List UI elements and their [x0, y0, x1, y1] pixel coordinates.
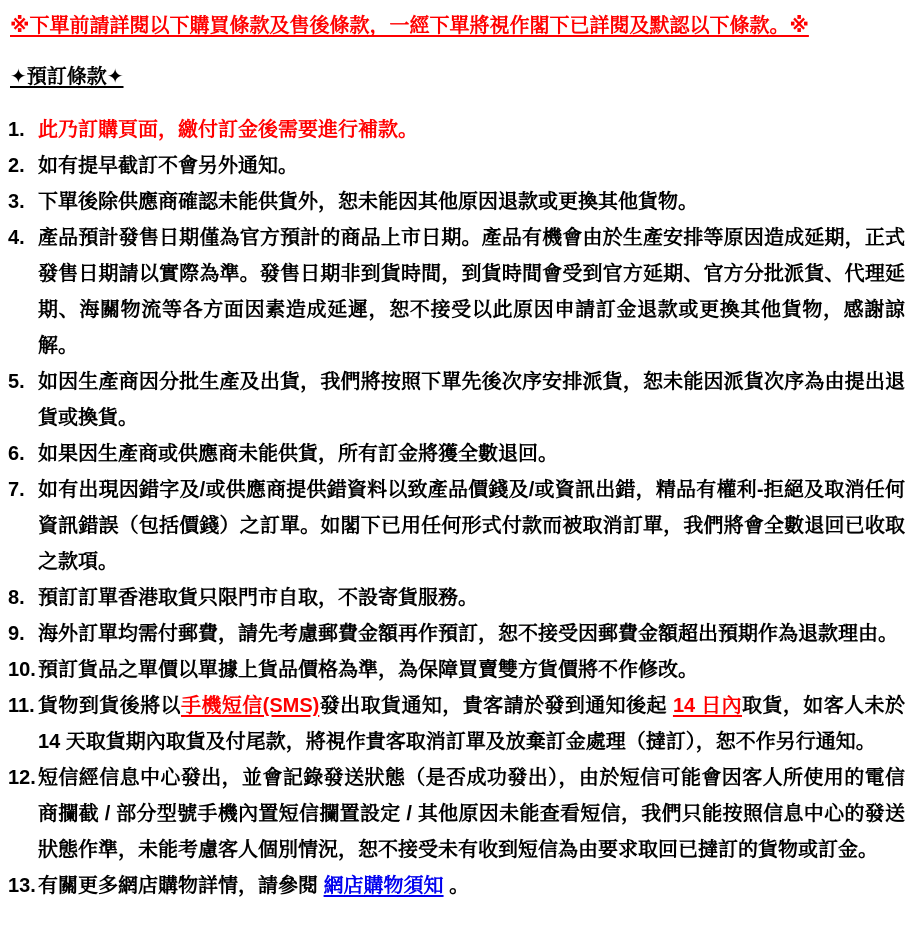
term-item	[8, 688, 905, 760]
term-number: 13.	[8, 875, 36, 897]
term-number: 7.	[8, 479, 25, 501]
term-item	[8, 580, 905, 616]
term-text	[38, 659, 698, 681]
term-number: 1.	[8, 119, 25, 141]
term-text-segment: 如有出現因錯字及/或供應商提供錯資料以致產品價錢及/或資訊出錯，精品有權利-拒絕及取消任何資訊錯誤（包括價錢）之訂單。如閣下已用任何形式付款而被取消訂單，我們將會全數退回已收取之款項。	[38, 479, 905, 573]
term-item	[8, 184, 905, 220]
term-text	[38, 695, 905, 753]
term-text	[38, 371, 905, 429]
term-item	[8, 364, 905, 436]
term-text-segment: 下單後除供應商確認未能供貨外，恕未能因其他原因退款或更換其他貨物。	[38, 191, 698, 213]
term-item	[8, 652, 905, 688]
term-item	[8, 472, 905, 580]
term-number: 3.	[8, 191, 25, 213]
term-item	[8, 112, 905, 148]
term-text-segment: 發出取貨通知，貴客請於發到通知後起	[319, 695, 673, 717]
term-text-segment: 短信經信息中心發出，並會記錄發送狀態（是否成功發出），由於短信可能會因客人所使用的電信商攔截 / 部分型號手機內置短信攔置設定 / 其他原因未能查看短信，我們只能按照信息中心的發送狀態作準，未能考慮客人個別情況，恕不接受未有收到短信為由要求取回已撻訂的貨物或訂金。	[38, 767, 905, 861]
purchase-notice-banner: ※下單前請詳閱以下購買條款及售後條款，一經下單將視作閣下已詳閱及默認以下條款。※	[10, 15, 809, 37]
term-text-segment: 如果因生產商或供應商未能供貨，所有訂金將獲全數退回。	[38, 443, 558, 465]
term-text	[38, 119, 418, 141]
term-text-segment: 產品預計發售日期僅為官方預計的商品上市日期。產品有機會由於生產安排等原因造成延期，正式發售日期請以實際為準。發售日期非到貨時間，到貨時間會受到官方延期、官方分批派貨、代理延期、海關物流等各方面因素造成延遲，恕不接受以此原因申請訂金退款或更換其他貨物，感謝諒解。	[38, 227, 905, 357]
term-number: 11.	[8, 695, 35, 717]
term-text-segment: 貨物到貨後將以	[38, 695, 181, 717]
term-text-segment: 如有提早截訂不會另外通知。	[38, 155, 298, 177]
term-text-segment: 取貨，如客人未於 14 天取貨期內取貨及付尾款，將視作貴客取消訂單及放棄訂金處理（撻訂），恕不作另行通知。	[38, 695, 905, 753]
term-text-highlight: 手機短信(SMS)	[180, 695, 320, 717]
term-text	[38, 587, 478, 609]
terms-list	[8, 112, 905, 904]
term-text-segment: 預訂訂單香港取貨只限門市自取，不設寄貨服務。	[38, 587, 478, 609]
preorder-terms-heading: ✦預訂條款✦	[10, 66, 124, 88]
shop-guide-link[interactable]: 網店購物須知	[323, 875, 444, 897]
term-text	[38, 227, 905, 357]
term-text-segment: 海外訂單均需付郵費，請先考慮郵費金額再作預訂，恕不接受因郵費金額超出預期作為退款理由。	[38, 623, 898, 645]
term-text-segment: 有關更多網店購物詳情，請參閱	[38, 875, 324, 897]
term-item	[8, 220, 905, 364]
term-item	[8, 148, 905, 184]
term-text	[38, 875, 469, 897]
term-text-highlight: 14 日內	[672, 695, 743, 717]
term-text-segment: 如因生產商因分批生產及出貨，我們將按照下單先後次序安排派貨，恕未能因派貨次序為由提出退貨或換貨。	[38, 371, 905, 429]
term-text	[38, 623, 898, 645]
term-number: 6.	[8, 443, 25, 465]
term-text-segment: 。	[443, 875, 470, 897]
term-number: 4.	[8, 227, 25, 249]
term-item	[8, 436, 905, 472]
term-text	[38, 767, 905, 861]
term-text-segment: 預訂貨品之單價以單據上貨品價格為準，為保障買賣雙方貨價將不作修改。	[38, 659, 698, 681]
term-number: 12.	[8, 767, 36, 789]
term-number: 10.	[8, 659, 36, 681]
term-number: 2.	[8, 155, 25, 177]
term-text	[38, 479, 905, 573]
term-text	[38, 443, 558, 465]
term-text-highlight: 此乃訂購頁面，繳付訂金後需要進行補款。	[38, 119, 418, 141]
term-item	[8, 616, 905, 652]
term-text	[38, 155, 298, 177]
term-number: 8.	[8, 587, 25, 609]
term-item	[8, 868, 905, 904]
term-text	[38, 191, 698, 213]
term-item	[8, 760, 905, 868]
term-number: 5.	[8, 371, 25, 393]
term-number: 9.	[8, 623, 25, 645]
